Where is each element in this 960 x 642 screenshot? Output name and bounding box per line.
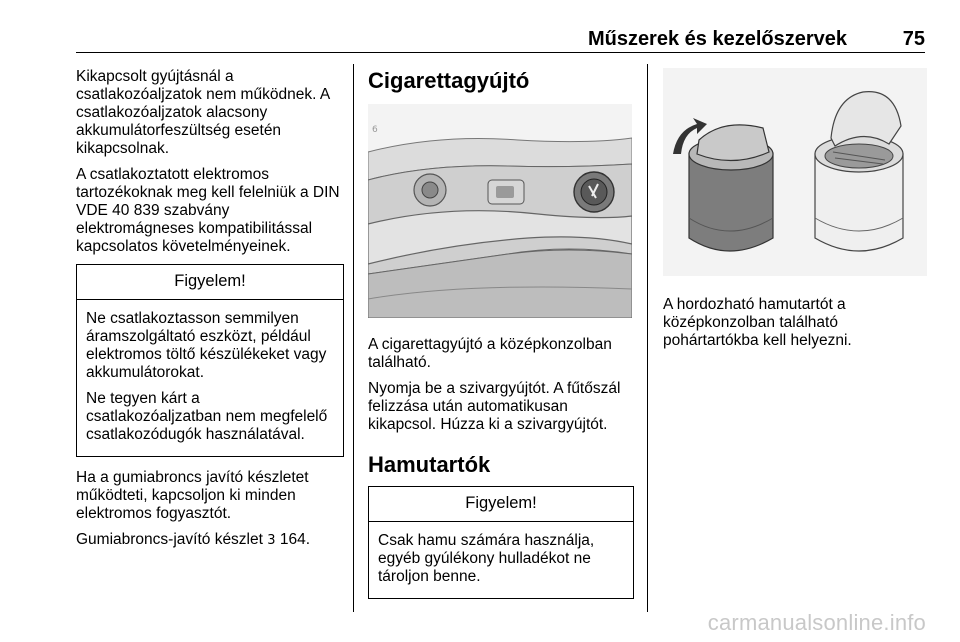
warning-title: Figyelem! <box>369 487 633 522</box>
portable-ashtray-illustration-icon <box>663 68 927 276</box>
page-ref-icon: 3 <box>267 533 276 548</box>
warning-text-1: Ne csatlakoztasson semmilyen áramszolgáltató eszközt, például elektromos töltő készülékeket vagy akkumulátorokat. <box>86 310 327 381</box>
page-number: 75 <box>902 28 925 50</box>
column-divider-2 <box>647 64 648 612</box>
heading-cigarette-lighter: Cigarettagyújtó <box>368 68 530 93</box>
paragraph-ignition-off: Kikapcsolt gyújtásnál a csatlakozóaljzatok nem működnek. A csatlakozóaljzatok alacsony akkumulátorfeszültség esetén kikapcsolnak. <box>76 68 330 157</box>
svg-text:6: 6 <box>372 125 378 135</box>
paragraph-tyre-repair: Ha a gumiabroncs javító készletet működteti, kapcsoljon ki minden elektromos fogyasztót. <box>76 469 309 522</box>
warning-box-sockets <box>76 264 344 457</box>
paragraph-tyre-repair-ref <box>76 531 344 550</box>
warning-title: Figyelem! <box>77 265 343 300</box>
paragraph-din-standard: A csatlakoztatott elektromos tartozékoknak meg kell felelniük a DIN VDE 40 839 szabvány elektromágneses kompatibilitással kapcsolatos követelményeinek. <box>76 166 340 255</box>
lighter-figure <box>368 104 632 318</box>
page-ref-number: 164. <box>279 531 311 548</box>
section-title: Műszerek és kezelőszervek <box>587 28 847 50</box>
page-header <box>76 26 925 53</box>
column-2 <box>368 68 634 599</box>
cigarette-lighter-illustration-icon <box>368 104 632 318</box>
paragraph-lighter-usage: Nyomja be a szivargyújtót. A fűtőszál felizzása után automatikusan kikapcsol. Húzza ki a szivargyújtót. <box>368 380 621 433</box>
column-3 <box>663 68 931 358</box>
caption-ashtray-placement: A hordozható hamutartót a középkonzolban található pohártartókba kell helyezni. <box>663 296 852 349</box>
ref-text: Gumiabroncs-javító készlet <box>76 531 263 548</box>
warning-body <box>77 300 343 456</box>
warning-text-ashtray: Csak hamu számára használja, egyéb gyúlékony hulladékot ne tároljon benne. <box>378 532 595 585</box>
warning-text-2: Ne tegyen kárt a csatlakozóaljzatban nem megfelelő csatlakozódugók használatával. <box>86 390 328 443</box>
warning-box-ashtray <box>368 486 634 599</box>
column-divider-1 <box>353 64 354 612</box>
heading-ashtrays: Hamutartók <box>368 452 491 477</box>
warning-body <box>369 522 633 598</box>
caption-lighter-location: A cigarettagyújtó a középkonzolban található. <box>368 336 612 371</box>
column-1 <box>76 68 344 558</box>
watermark: carmanualsonline.info <box>707 610 926 635</box>
ashtray-figure <box>663 68 927 276</box>
